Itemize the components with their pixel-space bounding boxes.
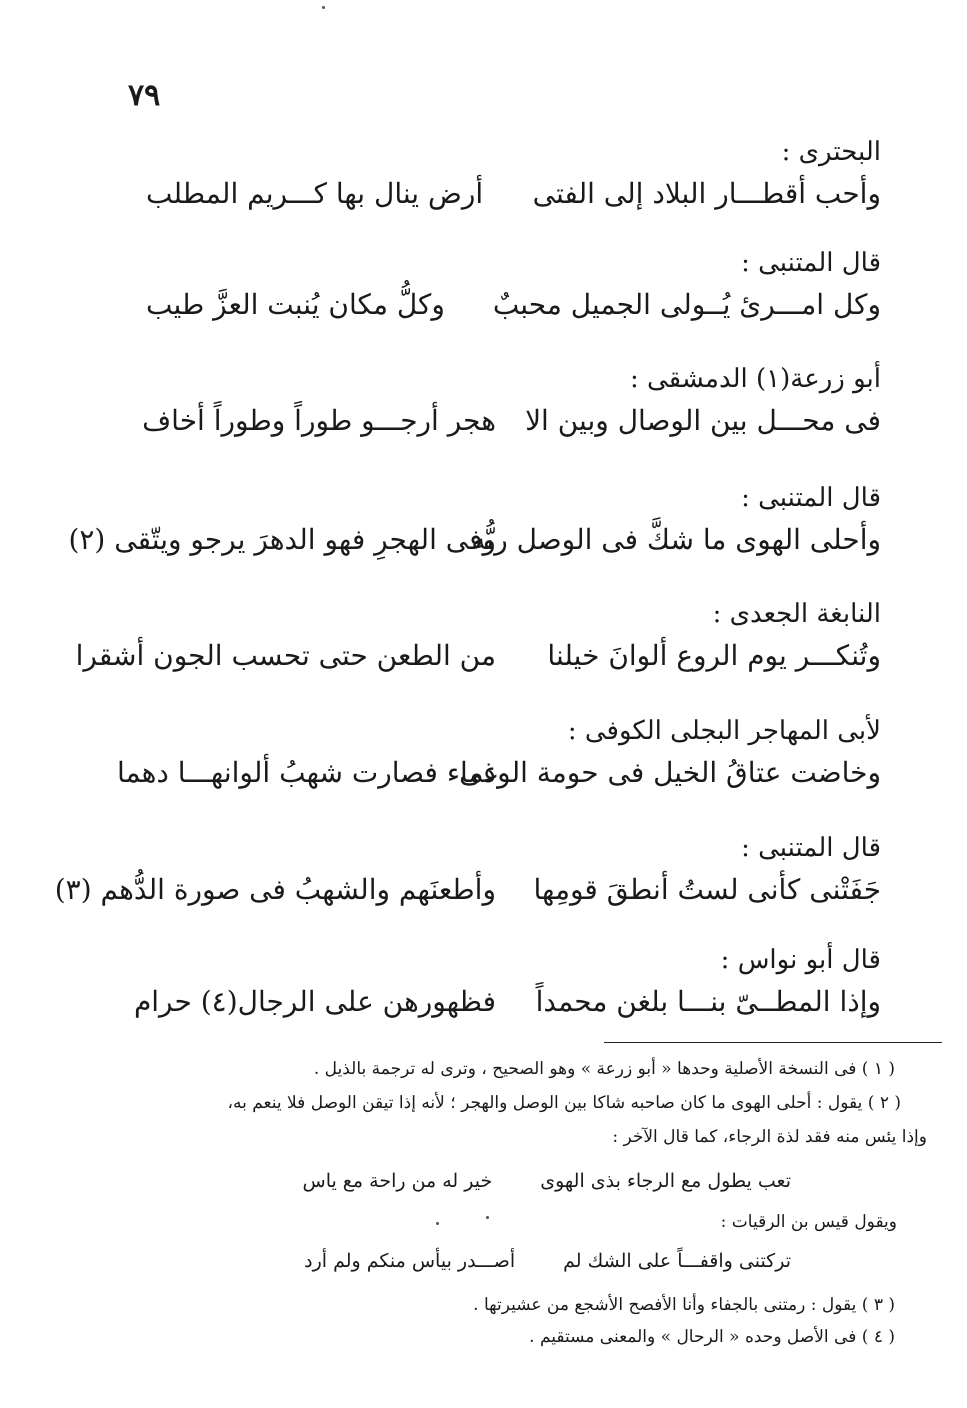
page-number: ٧٩ [128,78,161,113]
poem-block [146,132,881,216]
footnote-verse [303,1168,792,1194]
second-hemistich: أرض ينال بها كـــريم المطلب [146,177,484,210]
first-hemistich: وأحب أقطـــار البلاد إلى الفتى [532,177,881,210]
second-hemistich: أصـــدر بيأس منكم ولم أرد [304,1250,516,1272]
second-hemistich: وكلُّ مكان يُنبت العزَّ طيب [146,288,445,321]
poem-block [54,828,881,912]
poem-block [75,594,881,678]
poet-heading: قال أبو نواس : [720,945,881,975]
verse-line [142,399,881,443]
verse-line [146,283,881,327]
verse-line [133,980,881,1024]
poet-heading: قال المتنبى : [741,248,881,278]
poet-heading: لأبى المهاجر البجلى الكوفى : [567,716,881,746]
footnote-divider [604,1042,942,1043]
second-hemistich: دماء فصارت شهبُ ألوانهـــا دهما [116,756,496,789]
first-hemistich: وكل امـــرئ يُــولى الجميل محببٌ [492,288,881,321]
verse-line [116,751,881,795]
poet-heading: البحترى : [781,137,881,167]
verse-line [75,634,881,678]
verse-line [54,868,881,912]
verse-line [68,518,881,562]
poem-block [146,243,881,327]
poem-block [116,711,881,795]
poem-block [133,940,881,1024]
first-hemistich: وإذا المطــىّ بنـــا بلغن محمداً [535,985,881,1018]
second-hemistich: فظهورهن على الرجال(٤) حرام [133,985,496,1018]
poem-block [142,359,881,443]
first-hemistich: وأحلى الهوى ما شكَّ فى الوصل ربُّه [471,523,881,556]
print-speck [322,6,325,9]
poet-heading: قال المتنبى : [741,483,881,513]
first-hemistich: جَفَتْنى كأنى لستُ أنطقَ قومِها [533,873,881,906]
footnote-2-continuation: ويقول قيس بن الرقيات : [720,1212,897,1232]
first-hemistich: وخاضت عتاقُ الخيل فى حومة الوغى [459,756,881,789]
second-hemistich: وأطعنَهم والشهبُ فى صورة الدُّهم (٣) [54,873,496,906]
first-hemistich: وتُنكـــر يوم الروع ألوانَ خيلنا [547,639,881,672]
verse-line [146,172,881,216]
footnote-2: ( ٢ ) يقول : أحلى الهوى ما كان صاحبه شاكا بين الوصل والهجر ؛ لأنه إذا تيقن الوصل فلا ينعم به، [227,1093,901,1113]
second-hemistich: من الطعن حتى تحسب الجون أشقرا [75,639,496,672]
poem-block [68,478,881,562]
print-speck [486,1216,489,1219]
first-hemistich: تركتنى واقفـــاً على الشك لم [563,1250,791,1272]
poet-heading: النابغة الجعدى : [712,599,881,629]
footnote-3: ( ٣ ) يقول : رمتنى بالجفاء وأنا الأفصح الأشجع من عشيرتها . [473,1295,895,1315]
second-hemistich: وفى الهجرِ فهو الدهرَ يرجو ويتّقى (٢) [68,523,496,556]
footnote-verse [304,1248,791,1274]
first-hemistich: فى محـــل بين الوصال وبين الا [525,404,881,437]
poet-heading: أبو زرعة(١) الدمشقى : [629,364,881,394]
second-hemistich: خير له من راحة مع ياس [302,1170,493,1192]
footnote-2-continuation: وإذا يئس منه فقد لذة الرجاء، كما قال الآخر : [612,1127,927,1147]
footnote-1: ( ١ ) فى النسخة الأصلية وحدها « أبو زرعة » وهو الصحيح ، وترى له ترجمة بالذيل . [313,1059,895,1079]
footnote-4: ( ٤ ) فى الأصل وحده « الرحال » والمعنى مستقيم . [529,1327,895,1347]
poet-heading: قال المتنبى : [741,833,881,863]
first-hemistich: تعب يطول مع الرجاء بذى الهوى [540,1170,791,1192]
print-speck [436,1222,439,1225]
second-hemistich: هجر أرجـــو طوراً وطوراً أخاف [142,404,496,437]
